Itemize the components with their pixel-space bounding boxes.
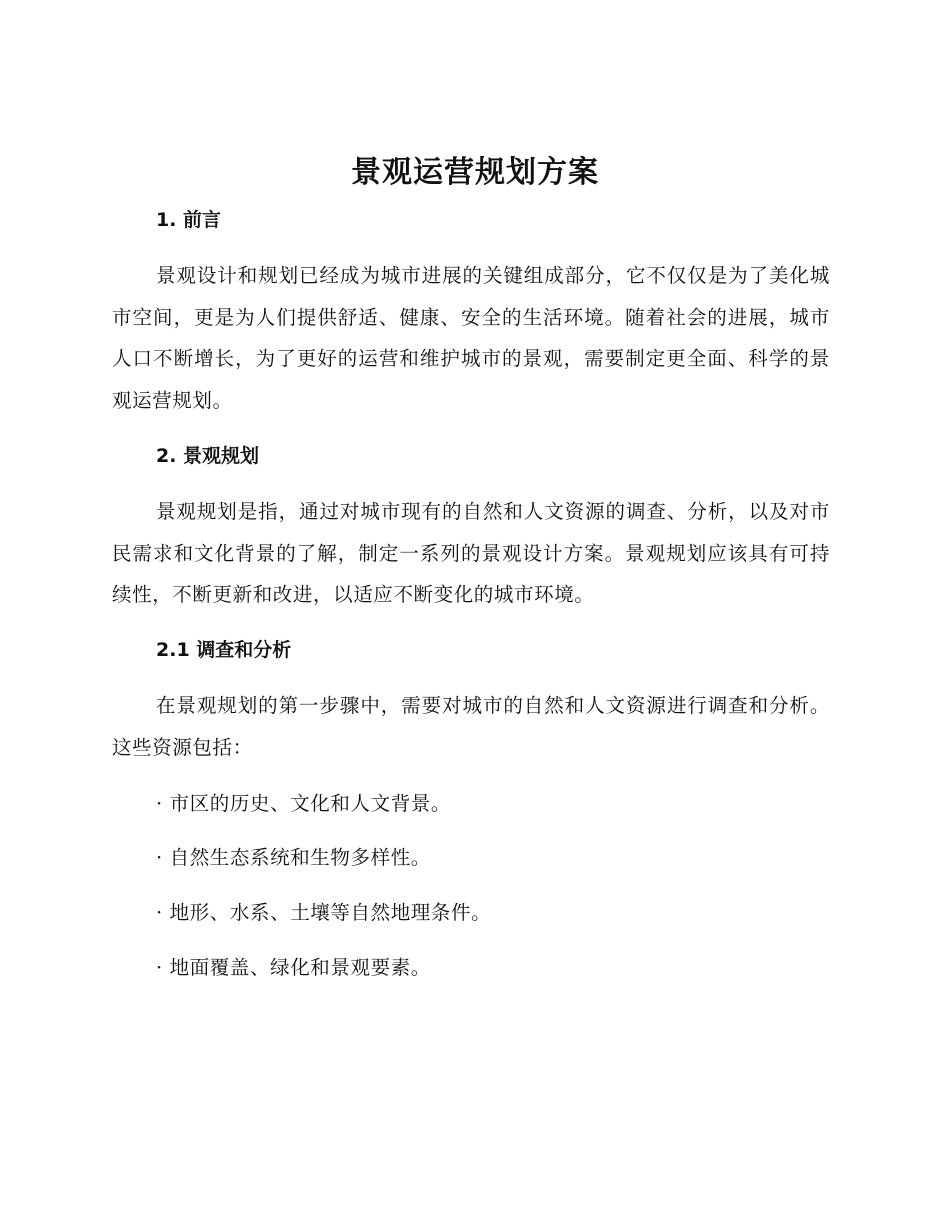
list-item: · 地形、水系、土壤等自然地理条件。 [156, 901, 492, 924]
section-heading-landscape-planning: 2. 景观规划 [156, 445, 260, 467]
paragraph-preface: 景观设计和规划已经成为城市进展的关键组成部分，它不仅仅是为了美化城市空间，更是为人们提供舒适、健康、安全的生活环境。随着社会的进展，城市人口不断增长，为了更好的运营和维护城市的景观，需要制定更全面、科学的景观运营规划。 [112, 264, 830, 412]
section-heading-survey-analysis: 2.1 调查和分析 [156, 639, 292, 661]
paragraph-landscape-planning: 景观规划是指，通过对城市现有的自然和人文资源的调查、分析，以及对市民需求和文化背景的了解，制定一系列的景观设计方案。景观规划应该具有可持续性，不断更新和改进，以适应不断变化的城市环境。 [112, 500, 830, 606]
document-title: 景观运营规划方案 [351, 155, 599, 190]
list-item: · 市区的历史、文化和人文背景。 [156, 792, 451, 815]
list-item: · 自然生态系统和生物多样性。 [156, 846, 431, 869]
list-item: · 地面覆盖、绿化和景观要素。 [156, 956, 431, 979]
paragraph-survey-analysis: 在景观规划的第一步骤中，需要对城市的自然和人文资源进行调查和分析。这些资源包括： [112, 694, 830, 759]
section-heading-preface: 1. 前言 [156, 209, 222, 231]
